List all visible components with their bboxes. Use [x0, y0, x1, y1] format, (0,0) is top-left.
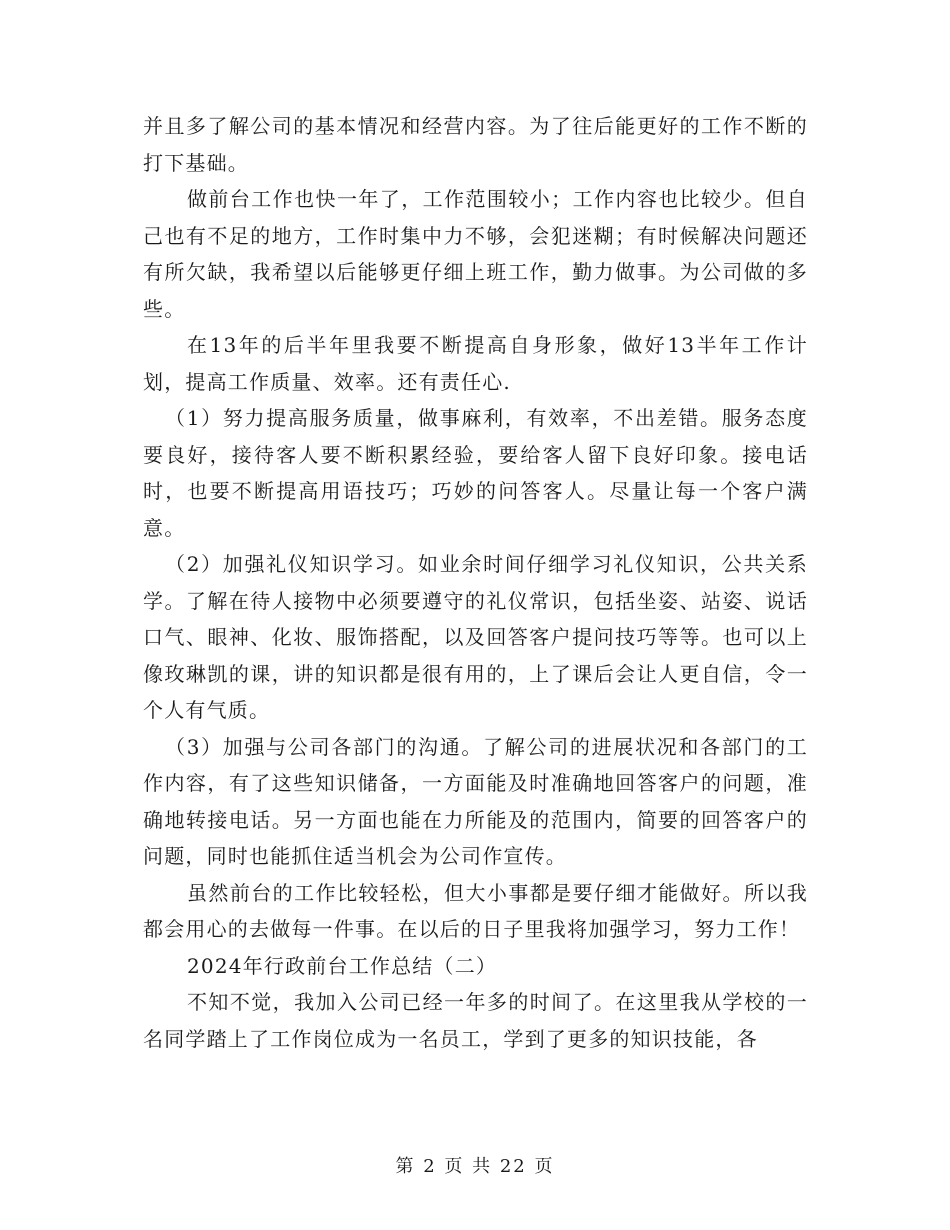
- paragraph-4: （1）努力提高服务质量，做事麻利，有效率，不出差错。服务态度要良好，接待客人要不断积累经验，要给客人留下良好印象。接电话时，也要不断提高用语技巧；巧妙的问答客人。尽量让每一个客户满意。: [143, 406, 808, 540]
- paragraph-2: 做前台工作也快一年了，工作范围较小；工作内容也比较少。但自己也有不足的地方，工作时集中力不够，会犯迷糊；有时候解决问题还有所欠缺，我希望以后能够更仔细上班工作，勤力做事。为公司做的多些。: [143, 187, 808, 321]
- section-heading: 2024年行政前台工作总结（二）: [187, 953, 498, 978]
- paragraph-9: 不知不觉，我加入公司已经一年多的时间了。在这里我从学校的一名同学踏上了工作岗位成为一名员工，学到了更多的知识技能，各: [143, 990, 808, 1051]
- page-footer: 第 2 页 共 22 页: [395, 1156, 555, 1177]
- paragraph-1: 并且多了解公司的基本情况和经营内容。为了往后能更好的工作不断的打下基础。: [143, 114, 808, 175]
- paragraph-6: （3）加强与公司各部门的沟通。了解公司的进展状况和各部门的工作内容，有了这些知识储备，一方面能及时准确地回答客户的问题，准确地转接电话。另一方面也能在力所能及的范围内，简要的回答客户的问题，同时也能抓住适当机会为公司作宣传。: [143, 734, 808, 868]
- paragraph-5: （2）加强礼仪知识学习。如业余时间仔细学习礼仪知识，公共关系学。了解在待人接物中必须要遵守的礼仪常识，包括坐姿、站姿、说话口气、眼神、化妆、服饰搭配，以及回答客户提问技巧等等。也可以上像玫琳凯的课，讲的知识都是很有用的，上了课后会让人更自信，令一个人有气质。: [143, 552, 808, 722]
- document-body: [143, 108, 808, 1057]
- paragraph-7: 虽然前台的工作比较轻松，但大小事都是要仔细才能做好。所以我都会用心的去做每一件事。在以后的日子里我将加强学习，努力工作！: [143, 880, 808, 941]
- paragraph-3: 在13年的后半年里我要不断提高自身形象，做好13半年工作计划，提高工作质量、效率。还有责任心.: [143, 333, 808, 394]
